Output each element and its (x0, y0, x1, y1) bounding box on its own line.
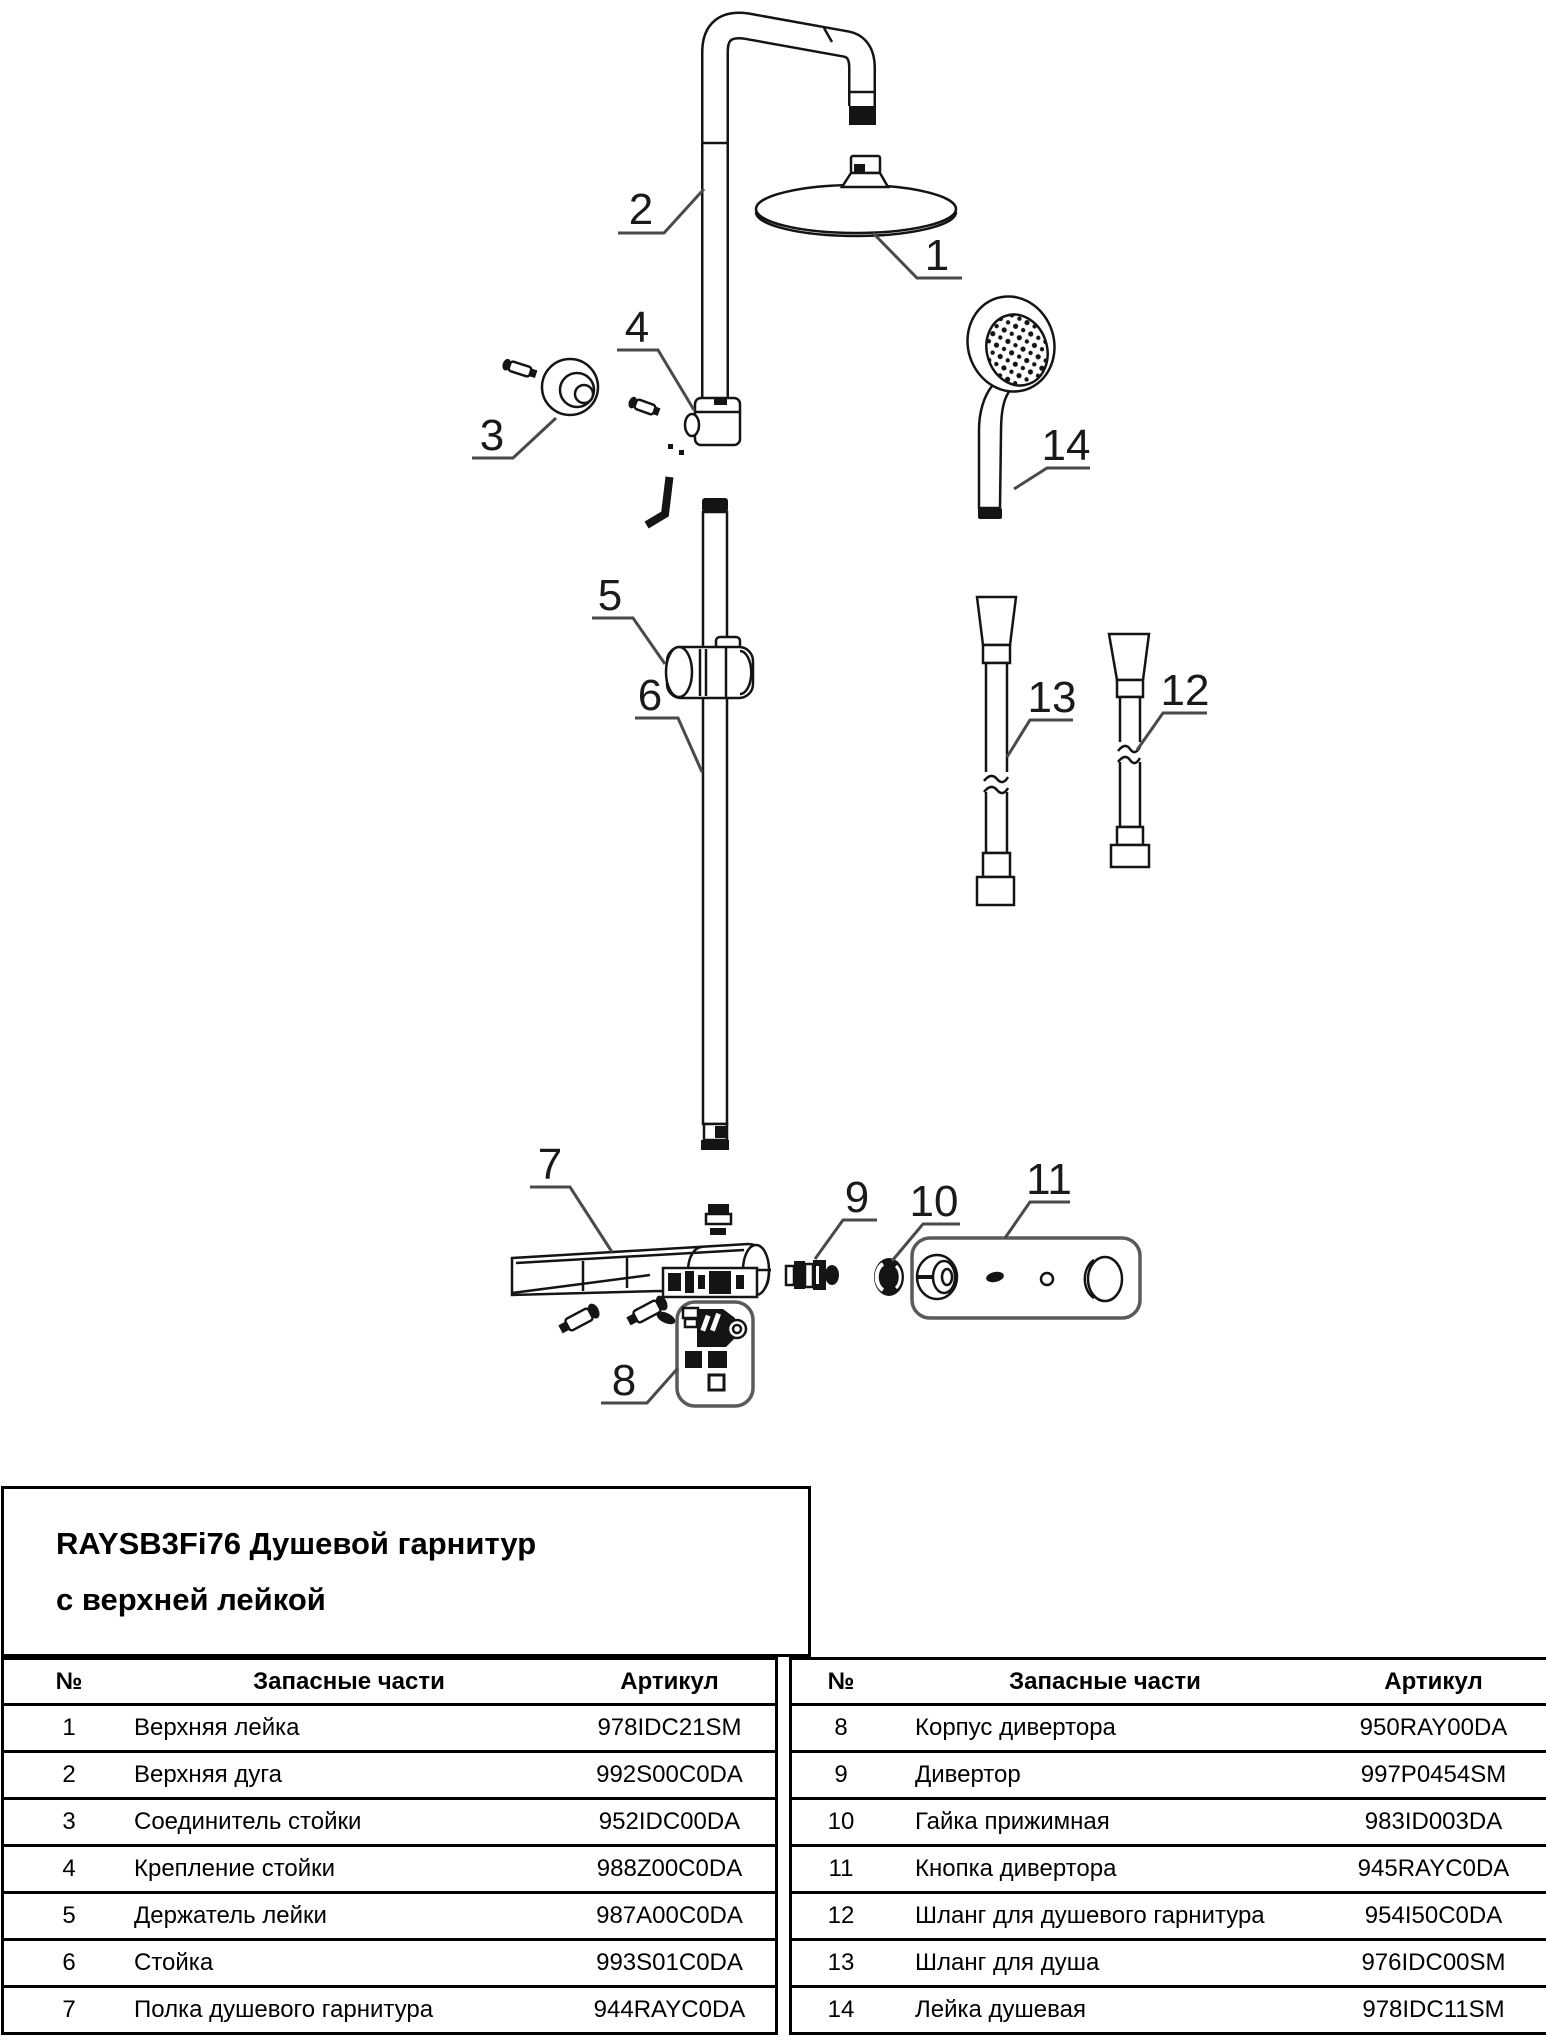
part-article-cell: 944RAYC0DA (564, 1987, 777, 2034)
part-number-cell: 13 (791, 1940, 891, 1987)
table-row (791, 1705, 1546, 1752)
part-number-cell: 3 (3, 1799, 135, 1846)
callout-6-leader (635, 718, 702, 772)
part-name-cell: Корпус дивертора (890, 1705, 1320, 1752)
product-title-line2: с верхней лейкой (56, 1581, 326, 1617)
table-row (3, 1893, 777, 1940)
table-row (791, 1752, 1546, 1799)
parts-table-left (1, 1657, 778, 2035)
table-row (791, 1799, 1546, 1846)
header-name: Запасные части (1009, 1667, 1201, 1695)
part-name-cell: Верхняя дуга (134, 1752, 564, 1799)
part-article-cell: 978IDC11SM (1320, 1987, 1546, 2034)
product-title-box (1, 1486, 811, 1657)
callout-6-label: 6 (637, 671, 663, 720)
callout-9-leader (815, 1220, 877, 1259)
part-1-rain-head (756, 156, 956, 236)
callout-13 (1007, 673, 1076, 757)
callout-14 (1014, 421, 1090, 489)
part-name-cell: Верхняя лейка (134, 1705, 564, 1752)
part-name-cell: Лейка душевая (890, 1987, 1320, 2034)
part-name-cell: Гайка прижимная (890, 1799, 1320, 1846)
part-name-cell: Дивертор (890, 1752, 1320, 1799)
callout-4-leader (617, 350, 694, 410)
callout-13-label: 13 (1027, 673, 1077, 722)
callout-11-label: 11 (1026, 1155, 1072, 1204)
callout-8-label: 8 (611, 1356, 637, 1405)
part-11-diverter-button (912, 1238, 1140, 1318)
callout-9 (815, 1173, 877, 1259)
callout-13-leader (1007, 720, 1073, 757)
callout-1 (873, 231, 962, 280)
parts-table-right (789, 1657, 1546, 2035)
part-5-slider-holder (666, 637, 753, 698)
part-number-cell: 11 (791, 1846, 891, 1893)
part-article-cell: 952IDC00DA (564, 1799, 777, 1846)
part-6-pole (701, 498, 729, 1150)
screw-icon (556, 1302, 601, 1336)
part-number-cell: 5 (3, 1893, 135, 1940)
callout-12 (1137, 666, 1209, 750)
part-name-cell: Стойка (134, 1940, 564, 1987)
table-row (791, 1846, 1546, 1893)
callout-7 (530, 1140, 612, 1252)
table-row (791, 1940, 1546, 1987)
callout-3-label: 3 (479, 411, 505, 460)
part-article-cell: 992S00C0DA (564, 1752, 777, 1799)
allen-key-icon (650, 481, 669, 523)
part-number-cell: 2 (3, 1752, 135, 1799)
table-row (791, 1893, 1546, 1940)
screw-icon (501, 358, 538, 380)
screw-icon (624, 1294, 669, 1328)
part-number-cell: 7 (3, 1987, 135, 2034)
table-row (3, 1799, 777, 1846)
part-article-cell: 983ID003DA (1320, 1799, 1546, 1846)
callout-5-label: 5 (597, 571, 623, 620)
table-row (3, 1752, 777, 1799)
callout-5-leader (592, 618, 665, 664)
part-name-cell: Кнопка дивертора (890, 1846, 1320, 1893)
part-article-cell: 997P0454SM (1320, 1752, 1546, 1799)
part-14-hand-shower (955, 285, 1066, 519)
callout-8 (601, 1356, 678, 1405)
callout-14-leader (1014, 468, 1090, 489)
part-name-cell: Держатель лейки (134, 1893, 564, 1940)
part-name-cell: Шланг для душевого гарнитура (890, 1893, 1320, 1940)
part-8-diverter-body (655, 1302, 753, 1406)
header-article: Артикул (620, 1667, 719, 1695)
callout-3 (472, 411, 556, 460)
part-12-set-hose (1109, 634, 1149, 867)
part-article-cell: 978IDC21SM (564, 1705, 777, 1752)
callout-11 (1005, 1155, 1072, 1238)
callout-7-leader (530, 1187, 612, 1252)
table-header-row (791, 1659, 1546, 1705)
callout-10-label: 10 (909, 1177, 959, 1226)
part-9-diverter (786, 1260, 839, 1290)
header-article: Артикул (1384, 1667, 1483, 1695)
filter-and-washer (706, 1204, 731, 1235)
part-number-cell: 14 (791, 1987, 891, 2034)
part-number-cell: 12 (791, 1893, 891, 1940)
part-number-cell: 8 (791, 1705, 891, 1752)
callout-4 (617, 303, 694, 410)
callout-9-label: 9 (844, 1173, 870, 1222)
part-article-cell: 993S01C0DA (564, 1940, 777, 1987)
callout-2 (618, 185, 704, 234)
table-row (3, 1846, 777, 1893)
callout-14-label: 14 (1041, 421, 1091, 470)
part-article-cell: 950RAY00DA (1320, 1705, 1546, 1752)
callout-12-label: 12 (1160, 666, 1210, 715)
part-name-cell: Соединитель стойки (134, 1799, 564, 1846)
header-name: Запасные части (253, 1667, 445, 1695)
callout-5 (592, 571, 665, 664)
callout-4-label: 4 (624, 303, 650, 352)
part-article-cell: 954I50C0DA (1320, 1893, 1546, 1940)
part-name-cell: Полка душевого гарнитура (134, 1987, 564, 2034)
header-number: № (827, 1667, 855, 1695)
table-row (3, 1940, 777, 1987)
part-number-cell: 10 (791, 1799, 891, 1846)
part-article-cell: 987A00C0DA (564, 1893, 777, 1940)
part-name-cell: Шланг для душа (890, 1940, 1320, 1987)
part-article-cell: 988Z00C0DA (564, 1846, 777, 1893)
part-number-cell: 9 (791, 1752, 891, 1799)
table-row (3, 1987, 777, 2034)
part-3-wall-flange (501, 358, 598, 415)
part-article-cell: 945RAYC0DA (1320, 1846, 1546, 1893)
table-row (3, 1705, 777, 1752)
part-10-clamp-nut (874, 1258, 904, 1296)
part-number-cell: 1 (3, 1705, 135, 1752)
header-number: № (55, 1667, 83, 1695)
callout-11-leader (1005, 1202, 1070, 1238)
callout-2-label: 2 (628, 185, 654, 234)
table-row (791, 1987, 1546, 2034)
table-header-row (3, 1659, 777, 1705)
product-title-line1: RAYSB3Fi76 Душевой гарнитур (56, 1525, 537, 1561)
part-number-cell: 4 (3, 1846, 135, 1893)
part-article-cell: 976IDC00SM (1320, 1940, 1546, 1987)
part-number-cell: 6 (3, 1940, 135, 1987)
screw-icon (627, 396, 661, 418)
callout-12-leader (1137, 713, 1207, 750)
part-name-cell: Крепление стойки (134, 1846, 564, 1893)
callout-1-label: 1 (924, 231, 950, 280)
callout-7-label: 7 (537, 1140, 563, 1189)
